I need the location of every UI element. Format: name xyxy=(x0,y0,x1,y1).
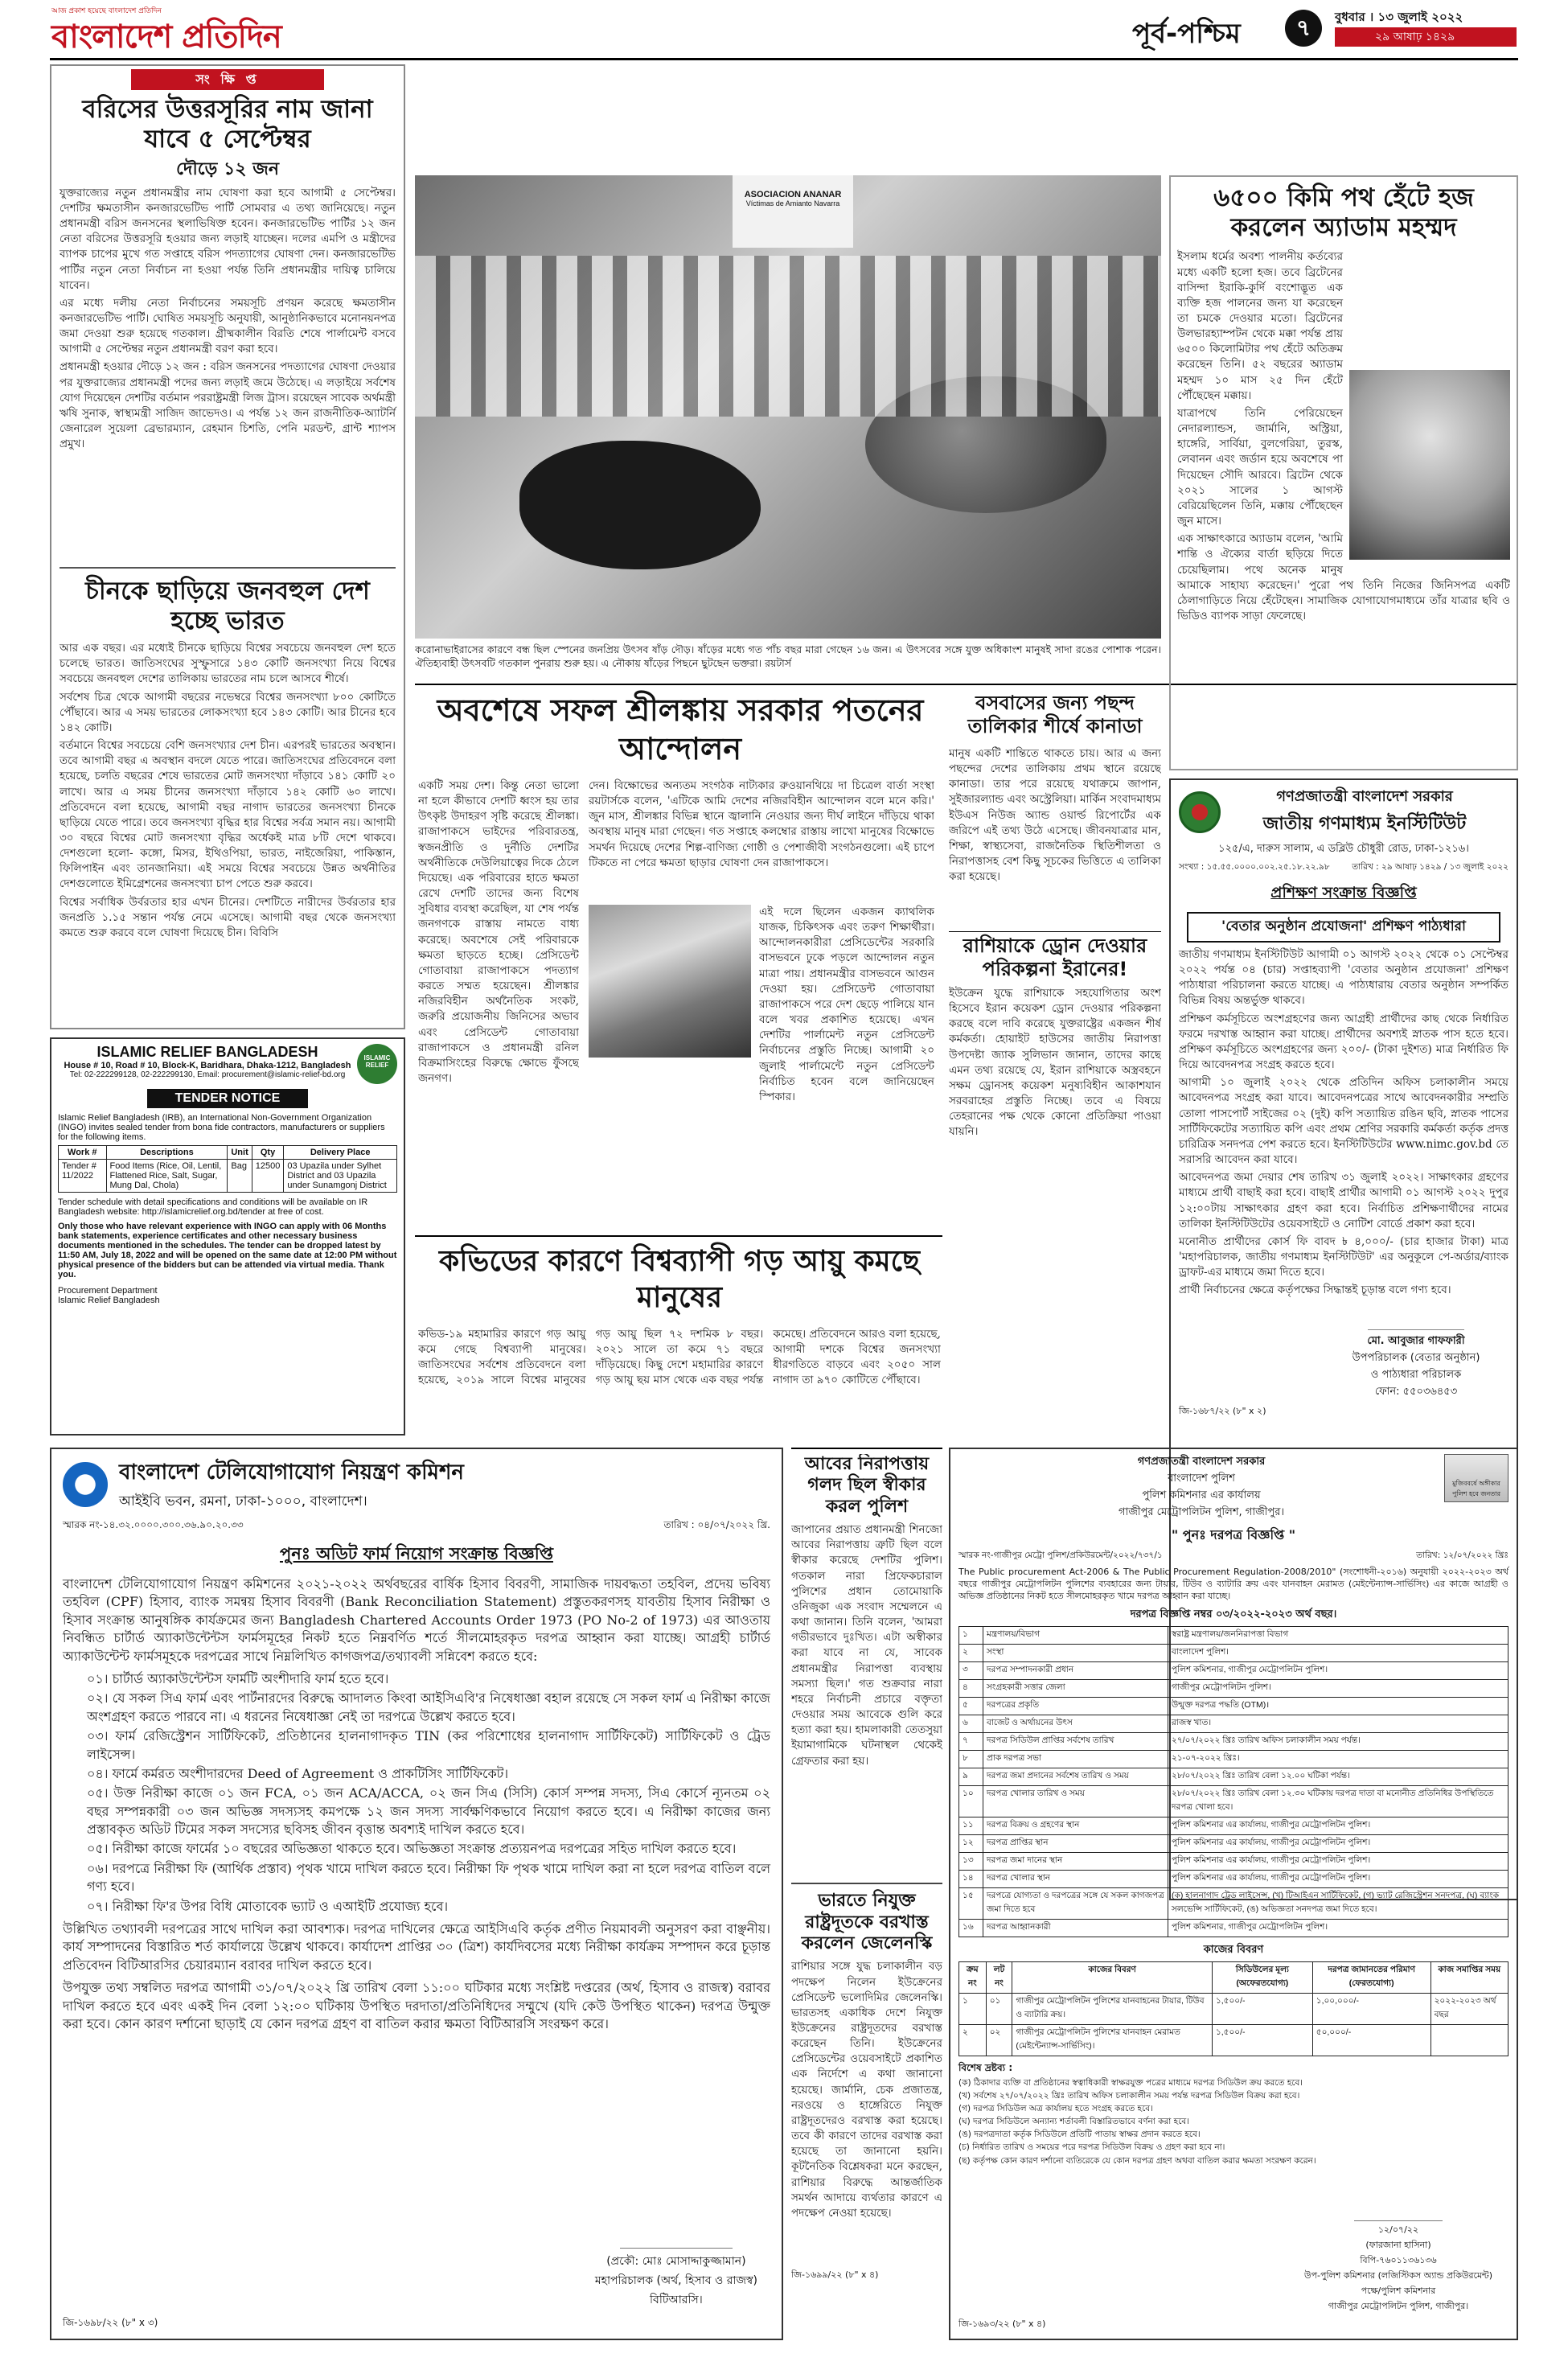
bull-run-caption: করোনাভাইরাসের কারণে বন্ধ ছিল স্পেনের জনপ্রিয় উৎসব ষাঁড় দৌড়। ষাঁড়ের মধ্যে গত পাঁচ বছর মারা গেছেন ১৬ জন। এ উৎসবের সঙ্গে যুক্ত অধিকাংশ মানুষই সাদা রঙের পোশাক পরেন। ঐতিহ্যবাহী উৎসবটি গতকাল পুনরায় শুরু হয়। এ নৌকায় ষাঁড়ের পিছনে ছুটছেন ভক্তরা। রয়টার্স xyxy=(415,643,1161,669)
cell-qty: 12500 xyxy=(252,1160,284,1193)
masthead xyxy=(0,0,1568,60)
bull-run-photo xyxy=(415,175,1161,639)
table-cell: দরপত্র জমা প্রদানের সর্বশেষ তারিখ ও সময় xyxy=(983,1768,1168,1785)
table-cell: ৮ xyxy=(959,1750,983,1768)
table-cell: ২০২২-২০২৩ অর্থ বছর xyxy=(1430,1993,1508,2024)
table-cell: দরপত্র আহ্বানকারী xyxy=(983,1919,1168,1937)
signature-scribble-icon xyxy=(1368,1309,1464,1330)
nimc-signature xyxy=(1324,1309,1508,1401)
wth-1: ক্রম নং xyxy=(959,1961,987,1993)
gmp-sign-title: উপ-পুলিশ কমিশনার (লজিস্টিকস অ্যান্ড প্রকিউরমেন্ট) xyxy=(1304,2270,1492,2281)
gmp-sign-org: পক্ষে/পুলিশ কমিশনার xyxy=(1361,2286,1436,2296)
table-cell: ১,৫০০/- xyxy=(1212,1993,1312,2024)
table-cell: ১,০০,০০০/- xyxy=(1312,1993,1430,2024)
btrc-code: জি-১৬৯৮/২২ (৮" x ৩) xyxy=(63,2317,158,2328)
nimc-sign-name: মো. আবুজার গাফফারী xyxy=(1367,1335,1465,1348)
btrc-logo-icon xyxy=(63,1462,108,1507)
btrc-org: বাংলাদেশ টেলিযোগাযোগ নিয়ন্ত্রণ কমিশন xyxy=(119,1460,464,1485)
nimc-sign-extra: ও পাঠ্যধারা পরিচালক xyxy=(1370,1369,1462,1382)
table-cell: দরপত্রের প্রকৃতি xyxy=(983,1697,1168,1715)
list-item: ০৫। উক্ত নিরীক্ষা কাজে ০১ জন FCA, ০১ জন ACA/ACCA, ০২ জন সিএ (সিসি) কোর্স সম্পন্ন সদস্য, সিএ কোর্সে ন্যূনতম ০২ বছর সম্পন্নকারী ০৩ জন অভিজ্ঞ সদস্যসহ কমপক্ষে ১২ জন সদস্য সার্বক্ষণিকভাবে নিয়োগ করতে হবে। এ নিরীক্ষা কাজের জন্য প্রস্তাবকৃত অডিট টিমের সকল সদস্যের ছবিসহ জীবন বৃত্তান্ত অবশ্যই দাখিল করতে হবে। xyxy=(87,1785,770,1838)
table-cell: ৪ xyxy=(959,1679,983,1697)
table-cell: দরপত্র সম্পাদনকারী প্রধান xyxy=(983,1661,1168,1679)
th-unit: Unit xyxy=(228,1146,252,1160)
nimc-sign-title: উপপরিচালক (বেতার অনুষ্ঠান) xyxy=(1352,1352,1480,1365)
list-item: (ছ) কর্তৃপক্ষ কোন কারণ দর্শানো ব্যতিরেকে যে কোন দরপত্র গ্রহণ অথবা বাতিল করার ক্ষমতা সংরক্ষণ করেন। xyxy=(958,2155,1316,2166)
table-cell: বাজেট ও অর্থায়নের উৎস xyxy=(983,1715,1168,1732)
ir-logo-text: ISLAMIC RELIEF xyxy=(363,1054,391,1069)
gmp-date: তারিখ: ১২/০৭/২০২২ খ্রিঃ xyxy=(1416,1550,1508,1560)
borish-para-3: প্রধানমন্ত্রী হওয়ার দৌড়ে ১২ জন : বরিস জনসনের পদত্যাগের ঘোষণা দেওয়ার পর যুক্তরাজ্যের প্রধানমন্ত্রী পদের জন্য লড়াই জমে উঠেছে। এ লড়াইয়ে সর্বশেষ যোগ দিয়েছেন দেশটির বর্তমান পররাষ্ট্রমন্ত্রী লিজ ট্রাস। রয়েছেন সাবেক অর্থমন্ত্রী ঋষি সুনাক, স্বাস্থ্যমন্ত্রী সাজিদ জাভেদও। এ পর্যন্ত ১২ জন রাজনীতিক-অ্যাটর্নি জেনারেল সুয়েলা ব্রেভারম্যান, রেহমান চিশতি, পেনি মরডন্ট, গ্রান্ট শ্যাপস প্রমুখ। xyxy=(60,360,396,451)
table-cell: ৩ xyxy=(959,1661,983,1679)
table-cell: ২১-০৭-২০২২ খ্রিঃ। xyxy=(1168,1750,1508,1768)
list-item: (চ) নির্ধারিত তারিখ ও সময়ের পরে দরপত্র সিডিউল বিক্রয় ও গ্রহণ করা হবে না। xyxy=(958,2142,1225,2153)
india-para-2: সর্বশেষ চিত্র থেকে আগামী বছরের নভেম্বরে বিশ্বের জনসংখ্যা ৮০০ কোটিতে পৌঁছাবে। আর এ সময় ভারতের লোকসংখ্যা হবে ১৪৩ কোটি। আর চীনের হবে ১৪২ কোটি। xyxy=(60,690,396,734)
gmp-sign-id: বিপি-৭৬০১১৩৬১৩৬ xyxy=(1360,2255,1437,2265)
ir-tender-table xyxy=(58,1145,397,1193)
ir-intro: Islamic Relief Bangladesh (IRB), an International Non-Government Organization (INGO) invites sealed tender from bona fide contractors, manufacturers or suppliers for the following items. xyxy=(58,1113,385,1142)
nimc-para-6: প্রার্থী নির্বাচনের ক্ষেত্রে কর্তৃপক্ষের সিদ্ধান্তই চূড়ান্ত বলে গণ্য হবে। xyxy=(1179,1284,1451,1297)
crowd-shape xyxy=(415,256,1161,417)
india-para-4: বিশ্বের সর্বাধিক উর্বরতার হার এখন চীনের। দেশটিতে নারীদের উর্বরতার হার জনপ্রতি ১.১৫ সন্তান পর্যন্ত নেমে এসেছে। আগামী বছর থেকে জনসংখ্যা কমতে শুরু করবে বলে ঘোষণা দিয়েছে চীন। বিবিসি xyxy=(60,895,396,939)
nimc-phone: ফোন: ৫৫০৩৬৪৫৩ xyxy=(1374,1386,1458,1399)
ir-notice-title: TENDER NOTICE xyxy=(147,1089,308,1108)
list-item: ০২। যে সকল সিএ ফার্ম এবং পার্টনারদের বিরুদ্ধে আদালত কিংবা আইসিএবি'র নিষেধাজ্ঞা বহাল রয়েছে সে সকল ফার্ম এ নিরীক্ষা কাজে অংশগ্রহণ করতে পারবে না। এ ধরনের নিষেধাজ্ঞা নেই তা দরপত্রে উল্লেখ করতে হবে। xyxy=(87,1690,770,1724)
btrc-sign-title: মহাপরিচালক (অর্থ, হিসাব ও রাজস্ব) xyxy=(594,2274,757,2287)
table-cell: ১২ xyxy=(959,1834,983,1852)
nimc-course: 'বেতার অনুষ্ঠান প্রযোজনা' প্রশিক্ষণ পাঠ্যধারা xyxy=(1187,912,1500,943)
hajj-para-2: যাত্রাপথে তিনি পেরিয়েছেন নেদারল্যান্ডস, জার্মানি, অস্ট্রিয়া, হাঙ্গেরি, সার্বিয়া, বুলগেরিয়া, তুরস্ক, লেবানন এবং জর্ডান হয়ে অবশেষে পা দিয়েছেন সৌদি আরবে। ব্রিটেন থেকে ২০২১ সালের ১ আগস্ট বেরিয়েছিলেন তিনি, মক্কায় পৌঁছেছেন জুন মাসে। xyxy=(1177,406,1343,528)
table-cell: দরপত্র জমা দানের স্থান xyxy=(983,1852,1168,1870)
ir-sign-2: Islamic Relief Bangladesh xyxy=(58,1296,160,1305)
photo-sign xyxy=(733,175,853,248)
table-row xyxy=(959,1644,1508,1661)
btrc-requirements xyxy=(63,1670,770,1916)
nimc-para-4: আবেদনপত্র জমা দেয়ার শেষ তারিখ ৩১ জুলাই ২০২২। সাক্ষাৎকার গ্রহণের মাধ্যমে প্রার্থী বাছাই করা হবে। বাছাই প্রার্থীর আগামী ০১ আগস্ট ২০২২ দুপুর ১২:০০টায় সাক্ষাৎকার গ্রহণ করা হবে। নির্বাচিত প্রশিক্ষণার্থীদের নামের তালিকা ইনস্টিটিউটের ওয়েবসাইটে ও নোটিশ বোর্ডে প্রকাশ করা হবে। xyxy=(1179,1171,1508,1230)
divider xyxy=(949,931,1161,932)
section-name: পূর্ব-পশ্চিম xyxy=(1132,18,1241,50)
table-cell: দরপত্র প্রাপ্তির স্থান xyxy=(983,1834,1168,1852)
divider xyxy=(791,1883,942,1884)
gmp-ref: স্মারক নং-গাজীপুর মেট্রো পুলিশ/প্রকিউরমেন্ট/২০২২/৭৩৭/১ xyxy=(958,1550,1163,1560)
nimc-org1: গণপ্রজাতন্ত্রী বাংলাদেশ সরকার xyxy=(1276,788,1453,805)
hajj-body xyxy=(1177,249,1510,764)
borish-subhead: দৌড়ে ১২ জন xyxy=(175,159,280,180)
table-cell: দরপত্র সিডিউল প্রাপ্তির সর্বশেষ তারিখ xyxy=(983,1732,1168,1750)
ir-schedule-text: Tender schedule with detail specifications and conditions will be available on IR Bangladesh website: http://islamicrelief.org.bd/tender at free of cost. xyxy=(58,1197,368,1217)
nimc-title: প্রশিক্ষণ সংক্রান্ত বিজ্ঞপ্তি xyxy=(1270,884,1417,902)
ir-eligibility-text: Only those who have relevant experience with INGO can apply with 06 Months bank statements, experience certificates and other necessary business documents mentioned in the schedules. The tender can be dropped latest by 11:50 AM, July 18, 2022 and will be opened on the same date at 12:00 PM without physical presence of the bidders but can be attended via virtual media. Thank you. xyxy=(58,1222,397,1279)
gmp-sign-date: ১২/০৭/২২ xyxy=(1377,2224,1419,2235)
table-row xyxy=(959,1870,1508,1887)
table-row xyxy=(959,1679,1508,1697)
th-work: Work # xyxy=(59,1146,107,1160)
table-cell: (ক) হালনাগাদ ট্রেড লাইসেন্স, (খ) টিআইএন সার্টিফিকেট, (গ) ভ্যাট রেজিস্ট্রেশন সনদপত্র, (ঘ) ব্যাংক সলভেন্সি সার্টিফিকেট, (ঙ) অভিজ্ঞতা সনদপত্র জমা দিতে হবে। xyxy=(1168,1887,1508,1919)
table-cell: ১০ xyxy=(959,1785,983,1817)
list-item: (ক) ঠিকাদার ব্যক্তি বা প্রতিষ্ঠানের স্বত্বাধিকারী স্বাক্ষরযুক্ত পত্রের মাধ্যমে দরপত্র সিডিউল ক্রয় করতে হবে। xyxy=(958,2077,1303,2088)
masthead-rule xyxy=(50,58,1518,60)
date-line-lunar: ২৯ আষাঢ় ১৪২৯ xyxy=(1335,27,1517,47)
date-line: বুধবার । ১৩ জুলাই ২০২২ xyxy=(1335,10,1463,24)
zelensky-headline: ভারতে নিযুক্ত রাষ্ট্রদূতকে বরখাস্ত করলেন জেলেনস্কি xyxy=(801,1891,933,1953)
islamic-relief-logo xyxy=(357,1044,397,1084)
gmp-org2: বাংলাদেশ পুলিশ xyxy=(1168,1472,1235,1485)
mid-lower-column xyxy=(791,1454,942,2339)
abe-security-body: জাপানের প্রয়াত প্রধানমন্ত্রী শিনজো আবের নিরাপত্তায় ত্রুটি ছিল বলে স্বীকার করেছে দেশটির পুলিশ। গতকাল নারা প্রিফেকচারাল পুলিশের প্রধান তোমোয়াকি ওনিজুকা এক সংবাদ সম্মেলনে এ কথা জানান। তিনি বলেন, 'আমরা গভীরভাবে দুঃখিত। এটা অস্বীকার করা যাবে না যে, সাবেক প্রধানমন্ত্রীর নিরাপত্তা ব্যবস্থায় সমস্যা ছিল।' গত শুক্রবার নারা শহরে নির্বাচনী প্রচারে বক্তৃতা দেওয়ার সময় আবেকে গুলি করে হত্যা করা হয়। হামলাকারী তেতসুয়া ইয়ামাগামিকে ঘটনাস্থল থেকেই গ্রেফতার করা হয়। xyxy=(791,1523,942,1768)
srilanka-headline: অবশেষে সফল শ্রীলঙ্কায় সরকার পতনের আন্দোলন xyxy=(437,692,924,766)
list-item: ০১। চার্টার্ড অ্যাকাউন্টেন্টস ফার্মটি অংশীদারি ফার্ম হতে হবে। xyxy=(87,1670,389,1686)
btrc-sign-org: বিটিআরসি। xyxy=(650,2294,703,2306)
table-cell: সংস্থা xyxy=(983,1644,1168,1661)
table-row xyxy=(959,1852,1508,1870)
table-cell: ১৬ xyxy=(959,1919,983,1937)
table-cell: ৫০,০০০/- xyxy=(1312,2024,1430,2056)
gmp-info-table xyxy=(958,1626,1508,1937)
table-row xyxy=(959,1732,1508,1750)
india-headline: চীনকে ছাড়িয়ে জনবহুল দেশ হচ্ছে ভারত xyxy=(85,576,370,635)
table-cell: ৫ xyxy=(959,1697,983,1715)
photo-sign-text: ASOCIACION ANANAR xyxy=(744,190,842,199)
srilanka-col3: এই দলে ছিলেন একজন ক্যাথলিক যাজক, চিকিৎসক এবং তরুণ শিক্ষার্থীরা। আন্দোলনকারীরা প্রেসিডেন্টের সরকারি বাসভবনে ঢুকে পড়লে আন্দোলন নতুন মাত্রা পায়। প্রধানমন্ত্রীর বাসভবনে আগুন দেওয়া হয়। প্রেসিডেন্ট গোতাবায়া রাজাপাকসে পরে দেশ ছেড়ে পালিয়ে যান বলে খবর প্রকাশিত হয়েছে। এখন দেশটির পার্লামেন্ট নতুন প্রেসিডেন্ট নির্বাচনের প্রস্তুতি নিচ্ছে। আগামী ২০ জুলাই পার্লামেন্টে নতুন প্রেসিডেন্ট নির্বাচিত হবেন বলে জানিয়েছেন স্পিকার। xyxy=(759,906,934,1103)
list-item: ০৩। ফার্ম রেজিস্ট্রেশন সার্টিফিকেট, প্রতিষ্ঠানের হালনাগাদকৃত TIN (কর পরিশোধের হালনাগাদ সার্টিফিকেট) সার্টিফিকেট ও ট্রেড লাইসেন্স। xyxy=(87,1728,770,1762)
sankhipto-label: সং ক্ষি প্ত xyxy=(131,69,324,90)
srilanka-protest-photo xyxy=(589,905,751,1058)
list-item: (ঙ) দরপত্রদাতা কর্তৃক সিডিউলে প্রতিটি পাতায় স্বাক্ষর প্রদান করতে হবে। xyxy=(958,2130,1201,2140)
srilanka-col2b xyxy=(589,1063,751,1229)
borish-para-1: যুক্তরাজ্যের নতুন প্রধানমন্ত্রীর নাম ঘোষণা করা হবে আগামী ৫ সেপ্টেম্বর। দেশটির ক্ষমতাসীন কনজারভেটিভ পার্টি সোমবার এ তথ্য জানিয়েছে। নতুন প্রধানমন্ত্রী বরিস জনসনের স্থলাভিষিক্ত হবেন। কনজারভেটিভ পার্টির ১২ জন নেতা বরিসের উত্তরসূরি হওয়ার জন্য লড়াই যাচ্ছেন। দলের এমপি ও মন্ত্রীদের ব্যাপক চাপের মুখে গত সপ্তাহে বরিস পদত্যাগের ঘোষণা দেন। কনজারভেটিভ পার্টির নতুন নেতা নির্বাচন না হওয়া পর্যন্ত তিনি প্রধানমন্ত্রীর দায়িত্ব চালিয়ে যাবেন। xyxy=(60,186,396,292)
gmp-sign-name: (ফারজানা হাসিনা) xyxy=(1365,2240,1431,2250)
th-desc: Descriptions xyxy=(106,1146,228,1160)
masthead-tagline: আজ প্রকাশ হয়েছে বাংলাদেশ প্রতিদিন xyxy=(51,7,162,15)
table-cell: ১ xyxy=(959,1626,983,1644)
table-cell: দরপত্র বিক্রয় ও গ্রহণের স্থান xyxy=(983,1817,1168,1834)
newspaper-logo[interactable]: বাংলাদেশ প্রতিদিন xyxy=(51,18,281,55)
table-cell: গাজীপুর মেট্রোপলিটন পুলিশের যানবাহন মেরামত (মেইন্টেন্যান্স-সার্ভিসিং)। xyxy=(1012,2024,1213,2056)
table-cell: ২৮/০৭/২০২২ খ্রিঃ তারিখ বেলা ১২.৩০ ঘটিকায় দরপত্র দাতা বা মনোনীত প্রতিনিধির উপস্থিতিতে দরপত্র খোলা হবে। xyxy=(1168,1785,1508,1817)
gmp-title: " পুনঃ দরপত্র বিজ্ঞপ্তি " xyxy=(1171,1527,1296,1542)
wth-4: সিডিউলের মূল্য (অফেরতযোগ্য) xyxy=(1212,1961,1312,1993)
cell-desc: Food Items (Rice, Oil, Lentil, Flattened Rice, Salt, Sugar, Mung Dal, Chola) xyxy=(106,1160,228,1193)
india-body xyxy=(51,641,404,1029)
table-cell: ৯ xyxy=(959,1768,983,1785)
table-cell: গাজীপুর মেট্রোপলিটন পুলিশ। xyxy=(1168,1679,1508,1697)
gmp-tender-box xyxy=(949,1448,1518,2340)
gmp-org1: গণপ্রজাতন্ত্রী বাংলাদেশ সরকার xyxy=(1137,1456,1266,1468)
russia-headline: রাশিয়াকে ড্রোন দেওয়ার পরিকল্পনা ইরানের! xyxy=(963,934,1147,980)
btrc-address: আইইবি ভবন, রমনা, ঢাকা-১০০০, বাংলাদেশ। xyxy=(119,1493,367,1509)
table-row xyxy=(959,1785,1508,1817)
zelensky-body: রাশিয়ার সঙ্গে যুদ্ধ চলাকালীন বড় পদক্ষেপ নিলেন ইউক্রেনের প্রেসিডেন্ট ভলোদিমির জেলেনস্কি। ভারতসহ একাধিক দেশে নিযুক্ত ইউক্রেনের রাষ্ট্রদূতদের বরখাস্ত করেছেন তিনি। ইউক্রেনের প্রেসিডেন্টের ওয়েবসাইটে প্রকাশিত এক নির্দেশে এ কথা জানানো হয়েছে। জার্মানি, চেক প্রজাতন্ত্র, নরওয়ে ও হাঙ্গেরিতে নিযুক্ত রাষ্ট্রদূতদেরও বরখাস্ত করা হয়েছে। তবে কী কারণে তাদের বরখাস্ত করা হয়েছে তা জানানো হয়নি। কূটনৈতিক বিশ্লেষকরা মনে করছেন, রাশিয়ার বিরুদ্ধে আন্তর্জাতিক সমর্থন আদায়ে ব্যর্থতার কারণে এ পদক্ষেপ নেওয়া হয়েছে। xyxy=(791,1960,942,2220)
india-para-3: বর্তমানে বিশ্বের সবচেয়ে বেশি জনসংখ্যার দেশ চীন। এরপরই ভারতের অবস্থান। তবে আগামী বছর এ অবস্থান বদলে যেতে পারে। জাতিসংঘের প্রতিবেদনে বলা হয়েছে, চলতি বছরের শেষে ভারতের মোট জনসংখ্যা দাঁড়াবে ১৪১ কোটি ২০ লাখে। আর এ সময় চীনের জনসংখ্যা দাঁড়াবে ১৪২ কোটি ৬০ লাখে। প্রতিবেদনে বলা হয়েছে, আগামী বছর নাগাদ ভারতের জনসংখ্যা চীনকে ছাড়িয়ে যেতে পারে। তবে জনসংখ্যা বৃদ্ধির হার বিশ্বের সর্বত্র সমান নয়। আগামী ৩০ বছরে বিশ্বের মোট জনসংখ্যা বৃদ্ধির অর্ধেকই মাত্র ৮টি দেশে থাকবে। দেশগুলো হলো- কঙ্গো, মিসর, ইথিওপিয়া, ভারত, নাইজেরিয়া, পাকিস্তান, ফিলিপাইন এবং তানজানিয়া। এই সময়ে বিশ্বের সবচেয়ে উন্নত অর্থনীতির দেশগুলোতে ইমিগ্রেশনের জনসংখ্যা চাপ পেতে শুরু করবে। xyxy=(60,739,396,891)
table-cell: ১৪ xyxy=(959,1870,983,1887)
islamic-relief-tender xyxy=(50,1037,405,1435)
gmp-code: জি-১৬৯৩/২২ (৮" x ৪) xyxy=(958,2319,1046,2329)
table-cell: ২ xyxy=(959,2024,987,2056)
table-cell: ১৩ xyxy=(959,1852,983,1870)
list-item: (খ) সর্বশেষ ২৭/০৭/২০২২ খ্রিঃ তারিখ অফিস চলাকালীন সময় পর্যন্ত দরপত্র সিডিউল বিক্রয় করা হবে। xyxy=(958,2090,1300,2101)
table-row xyxy=(59,1160,397,1193)
table-cell: ১১ xyxy=(959,1817,983,1834)
table-cell: ২৭/০৭/২০২২ খ্রিঃ তারিখ অফিস চলাকালীন সময় পর্যন্ত। xyxy=(1168,1732,1508,1750)
table-cell: রাজস্ব খাত। xyxy=(1168,1715,1508,1732)
bull-shape-1 xyxy=(519,441,761,569)
table-cell: গাজীপুর মেট্রোপলিটন পুলিশের যানবাহনের টায়ার, টিউব ও ব্যাটারি ক্রয়। xyxy=(1012,1993,1213,2024)
gmp-intro: The Public procurement Act-2006 & The Public Procurement Regulation-2008/2010" (সংশোধনী-২০১৬) অনুযায়ী ২০২২-২০২৩ অর্থ বছরে গাজীপুর মেট্রোপলিটন পুলিশের ব্যবহারের জন্য টায়ার, টিউব ও ব্যাটারি ক্রয় এবং যানবাহন মেরামত (মেইন্টেন্যান্স-সার্ভিসিং) এর কাজে আগ্রহী ও অভিজ্ঞ প্রতিষ্ঠানের নিকট হতে সীলমোহরকৃত খামে দরপত্র আহ্বান করা যাচ্ছে। xyxy=(958,1567,1508,1601)
wth-2: লট নং xyxy=(986,1961,1012,1993)
table-cell: পুলিশ কমিশনার এর কার্যালয়, গাজীপুর মেট্রোপলিটন পুলিশ। xyxy=(1168,1817,1508,1834)
adam-mohammed-photo xyxy=(1349,370,1510,560)
table-cell: স্বরাষ্ট্র মন্ত্রণালয়/জননিরাপত্তা বিভাগ xyxy=(1168,1626,1508,1644)
hajj-section xyxy=(1169,175,1518,770)
canada-body: মানুষ একটি শান্তিতে থাকতে চায়। আর এ জন্য পছন্দের দেশের তালিকায় প্রথম স্থানে রয়েছে কানাডা। তার পরে রয়েছে যথাক্রমে জাপান, সুইজারল্যান্ড এবং অস্ট্রেলিয়া। মার্কিন সংবাদমাধ্যম ইউএস নিউজ অ্যান্ড ওয়ার্ল্ড রিপোর্টের এক জরিপে এই তথ্য উঠে এসেছে। জীবনযাত্রার মান, শিক্ষা, স্বাস্থ্যসেবা, রাজনৈতিক স্থিতিশীলতা ও নিরাপত্তাসহ বেশ কিছু সূচকের ভিত্তিতে এ তালিকা করা হয়েছে। xyxy=(949,747,1161,884)
list-item: ০৬। দরপত্রে নিরীক্ষা ফি (আর্থিক প্রস্তাব) পৃথক খামে দাখিল করতে হবে। নিরীক্ষা ফি পৃথক খামে দাখিল করা না হলে দরপত্র বাতিল বলে গণ্য হবে। xyxy=(87,1860,770,1895)
btrc-para-2: উল্লিখিত তথ্যাবলী দরপত্রের সাথে দাখিল করা আবশ্যক। দরপত্র দাখিলের ক্ষেত্রে আইসিএবি কর্তৃক প্রণীত নিয়মাবলী অনুসরণ করা বাঞ্ছনীয়। কার্য সম্পাদনের বিস্তারিত শর্ত কার্যালয়ে উল্লেখ থাকবে। কার্যাদেশ প্রাপ্তির ৩০ (ত্রিশ) কার্যদিবসের মধ্যে নিরীক্ষা কার্যক্রম সম্পাদন করে চূড়ান্ত প্রতিবেদন বিটিআরসির চেয়ারম্যান বরাবর দাখিল করতে হবে। xyxy=(63,1921,770,1973)
wth-6: কাজ সমাপ্তির সময় xyxy=(1430,1961,1508,1993)
covid-headline: কভিডের কারণে বিশ্বব্যাপী গড় আয়ু কমছে মানুষের xyxy=(439,1245,920,1314)
divider xyxy=(415,1235,942,1237)
nimc-para-5: মনোনীত প্রার্থীদের কোর্স ফি বাবদ ৳ ৪,০০০/- (চার হাজার টাকা) মাত্র 'মহাপরিচালক, জাতীয় গণমাধ্যম ইনস্টিটিউট' এর অনুকূলে পে-অর্ডার/ব্যাংক ড্রাফট-এর মাধ্যমে জমা দিতে হবে। xyxy=(1179,1234,1508,1279)
nimc-org2: জাতীয় গণমাধ্যম ইনস্টিটিউট xyxy=(1262,814,1467,834)
list-item: ০৫। নিরীক্ষা কাজে ফার্মের ১০ বছরের অভিজ্ঞতা থাকতে হবে। অভিজ্ঞতা সংক্রান্ত প্রত্যয়নপত্র দরপত্রের সহিত দাখিল করতে হবে। xyxy=(87,1841,737,1857)
btrc-ref: স্মারক নং-১৪.৩২.০০০০.৩০০.৩৬.৯০.২০.৩৩ xyxy=(63,1519,244,1530)
russia-body: ইউক্রেন যুদ্ধে রাশিয়াকে সহযোগিতার অংশ হিসেবে ইরান কয়েকশ ড্রোন দেওয়ার পরিকল্পনা করছে বলে দাবি করেছে যুক্তরাষ্ট্রের একজন শীর্ষ কর্মকর্তা। হোয়াইট হাউসের জাতীয় নিরাপত্তা উপদেষ্টা জ্যাক সুলিভান জানান, তাদের কাছে এমন তথ্য রয়েছে যে, ইরান রাশিয়াকে অস্ত্রবহনে সক্ষম ড্রোনসহ কয়েকশ মনুষ্যবিহীন আকাশযান সরবরাহের প্রস্তুতি নিচ্ছে। তবে এ বিষয়ে তেহরানের পক্ষ থেকে কোনো প্রতিক্রিয়া পাওয়া যায়নি। xyxy=(949,987,1161,1139)
list-item: ০৭। নিরীক্ষা ফি'র উপর বিধি মোতাবেক ভ্যাট ও এআইটি প্রযোজ্য হবে। xyxy=(87,1898,449,1914)
india-para-1: আর এক বছর। এর মধ্যেই চীনকে ছাড়িয়ে বিশ্বের সবচেয়ে জনবহুল দেশ হতে চলেছে ভারত। জাতিসংঘের সুস্ফুসারে ১৪৩ কোটি জনসংখ্যা নিয়ে বিশ্বের সবচেয়ে জনবহুল দেশের তালিকায় ভারতের নাম চলে আসবে শীর্ষে। xyxy=(60,642,396,686)
wth-5: দরপত্র জামানতের পরিমাণ (ফেরতযোগ্য) xyxy=(1312,1961,1430,1993)
table-cell: বাংলাদেশ পুলিশ। xyxy=(1168,1644,1508,1661)
borish-body xyxy=(51,186,404,562)
table-row xyxy=(959,1768,1508,1785)
list-item: ০৪। ফার্মে কর্মরত অংশীদারদের Deed of Agreement ও প্রাকটিসিং সার্টিফিকেট। xyxy=(87,1765,509,1781)
signature-scribble-icon xyxy=(620,2224,733,2249)
table-cell: দরপত্র খোলার তারিখ ও সময় xyxy=(983,1785,1168,1817)
table-row xyxy=(959,1993,1508,2024)
borish-headline: বরিসের উত্তরসূরির নাম জানা যাবে ৫ সেপ্টেম্বর xyxy=(82,95,373,154)
btrc-sign-name: (প্রকৌ: মোঃ মোসাদ্দাকুজ্জামান) xyxy=(606,2255,746,2268)
table-cell: মন্ত্রণালয়/বিভাগ xyxy=(983,1626,1168,1644)
table-cell: ০১ xyxy=(986,1993,1012,2024)
nimc-code: জি-১৬৮৭/২২ (৮" x ২) xyxy=(1179,1406,1266,1417)
wth-3: কাজের বিবরণ xyxy=(1012,1961,1213,1993)
table-row xyxy=(959,1697,1508,1715)
gmp-work-heading: কাজের বিবরণ xyxy=(1203,1943,1264,1956)
table-row xyxy=(959,1626,1508,1644)
gmp-org3: পুলিশ কমিশনার এর কার্যালয় xyxy=(1142,1489,1261,1501)
table-row xyxy=(959,2024,1508,2056)
th-delivery: Delivery Place xyxy=(284,1146,397,1160)
table-cell: দরপত্র খোলার স্থান xyxy=(983,1870,1168,1887)
ir-org: ISLAMIC RELIEF BANGLADESH xyxy=(96,1044,318,1060)
hajj-headline: ৬৫০০ কিমি পথ হেঁটে হজ করলেন অ্যাডাম মহম্মদ xyxy=(1213,183,1474,243)
table-cell xyxy=(1430,2024,1508,2056)
signature-scribble-icon xyxy=(1354,2202,1443,2221)
sankhipto-section xyxy=(50,64,405,1029)
table-cell: ২ xyxy=(959,1644,983,1661)
mujib-borsho-badge xyxy=(1444,1454,1508,1502)
table-cell: ১৫ xyxy=(959,1887,983,1919)
zelensky-code: জি-১৬৯৯/২২ (৮" x ৪) xyxy=(791,2269,879,2281)
gmp-org4: গাজীপুর মেট্রোপলিটন পুলিশ, গাজীপুর। xyxy=(1118,1506,1285,1518)
srilanka-col2: দেন। বিক্ষোভের অন্যতম সংগঠক নাট্যকার রুওয়ানথিয়ে দা চিত্রেল বার্তা সংস্থা রয়টার্সকে বলেন, 'এটিকে আমি দেশের নজিরবিহীন আন্দোলন বলে মনে করি।' জুন মাস, শ্রীলঙ্কার বিভিন্ন স্থানে জ্বালানি নেওয়ার জন্য দীর্ঘ লাইনে দাঁড়িয়ে থাকা অবস্থায় মানুষ মারা গেছেন। গত সপ্তাহে কলম্বোর রাস্তায় লাখো মানুষের বিক্ষোভে সমর্থন দিয়েছে দেশের শিল্প-বাণিজ্য গোষ্ঠী ও পেশাজীবী সংগঠনগুলো। এই চাপে টিকতে না পেরে ক্ষমতা ছাড়ার ঘোষণা দেন রাজাপাকসে। xyxy=(589,779,934,869)
cell-delivery: 03 Upazila under Sylhet District and 03 Upazila under Sunamgonj District xyxy=(284,1160,397,1193)
srilanka-col1: একটি সময় দেশ। কিন্তু নেতা ভালো না হলে কীভাবে দেশটি ধ্বংস হয় তার উৎকৃষ্ট উদাহরণ সৃষ্টি করেছে শ্রীলঙ্কা। রাজাপাকসে ভাইদের পরিবারতন্ত্র, স্বজনপ্রীতি ও দুর্নীতি দেশটির অর্থনীতিকে দেউলিয়াত্বের দিকে ঠেলে দিয়েছে। এক পরিবারের হাতে ক্ষমতা রেখে দেশটি তাদের জন্য বিশেষ সুবিধার ব্যবস্থা করেছিল, যা শেষ পর্যন্ত জনগণকে রাস্তায় নামতে বাধ্য করেছে। অবশেষে সেই পরিবারকে ক্ষমতা ছাড়তে হচ্ছে। প্রেসিডেন্ট গোতাবায়া রাজাপাকসে পদত্যাগ করতে সম্মত হয়েছেন। শ্রীলঙ্কার নজিরবিহীন অর্থনৈতিক সংকট, জরুরি প্রয়োজনীয় জিনিসের অভাব এবং প্রেসিডেন্ট গোতাবায়া রাজাপাকসে ও প্রধানমন্ত্রী রনিল বিক্রমাসিংহের বিরুদ্ধে ক্ষোভে ফুঁসছে জনগণ। xyxy=(418,779,579,1085)
table-cell: পুলিশ কমিশনার এর কার্যালয়, গাজীপুর মেট্রোপলিটন পুলিশ। xyxy=(1168,1852,1508,1870)
table-cell: দরপত্রে যোগ্যতা ও দরপত্রের সঙ্গে যে সকল কাগজপত্র জমা দিতে হবে xyxy=(983,1887,1168,1919)
hajj-para-3: এক সাক্ষাৎকারে অ্যাডাম বলেন, 'আমি শান্তি ও ঐক্যের বার্তা ছড়িয়ে দিতে চেয়েছিলাম। পথে অনেক মানুষ আমাকে সাহায্য করেছেন।' পুরো পথ তিনি নিজের জিনিসপত্র একটি ঠেলাগাড়িতে নিয়ে হেঁটেছেন। সামাজিক যোগাযোগমাধ্যমে তাঁর যাত্রার ছবি ও ভিডিও ব্যাপক সাড়া ফেলেছে। xyxy=(1177,532,1510,622)
table-row xyxy=(959,1750,1508,1768)
btrc-date: তারিখ : ০৪/০৭/২০২২ খ্রি. xyxy=(663,1519,770,1530)
covid-body: কভিড-১৯ মহামারির কারণে গড় আয়ু কমে গেছে বিশ্বব্যাপী মানুষের। জাতিসংঘের সর্বশেষ প্রতিবেদনে বলা হয়েছে, ২০১৯ সালে বিশ্বের মানুষের গড় আয়ু ছিল ৭২ দশমিক ৮ বছর। ২০২১ সালে তা কমে ৭১ বছরে দাঁড়িয়েছে। কিছু দেশে মহামারির কারণে গড় আয়ু ছয় মাস থেকে এক বছর পর্যন্ত কমেছে। প্রতিবেদনে আরও বলা হয়েছে, আগামী দশকে বিশ্বের জনসংখ্যা ধীরগতিতে বাড়বে এবং ২০৫০ সাল নাগাদ তা ৯৭০ কোটিতে পৌঁছাবে। xyxy=(418,1328,941,1387)
th-qty: Qty xyxy=(252,1146,284,1160)
table-cell: ০২ xyxy=(986,2024,1012,2056)
table-row xyxy=(959,1834,1508,1852)
table-row xyxy=(959,1715,1508,1732)
list-item: (ঘ) দরপত্র সিডিউলে অন্যান্য শর্তাবলী বিস্তারিতভাবে বর্ণনা করা হবে। xyxy=(958,2117,1190,2127)
gov-seal-icon xyxy=(1179,791,1221,833)
page-number: ৭ xyxy=(1295,14,1311,41)
btrc-notice xyxy=(50,1448,783,2340)
table-cell: ৬ xyxy=(959,1715,983,1732)
list-item: (গ) দরপত্র সিডিউল অত্র কার্যালয় হতে সংগ্রহ করতে হবে। xyxy=(958,2103,1153,2113)
nimc-date: তারিখ : ২৯ আষাঢ় ১৪২৯ / ১৩ জুলাই ২০২২ xyxy=(1352,862,1508,872)
btrc-para-3: উপযুক্ত তথ্য সম্বলিত দরপত্র আগামী ৩১/০৭/২০২২ খ্রি তারিখ বেলা ১১:০০ ঘটিকার মধ্যে সংশ্লিষ্ট দপ্তরের (অর্থ, হিসাব ও রাজস্ব) বরাবর দাখিল করতে হবে এবং একই দিন বেলা ১২:০০ ঘটিকায় উপস্থিত দরদাতা/প্রতিনিধিদের সম্মুখে (যদি কেউ উপস্থিত থাকেন) দরপত্র উন্মুক্ত করা হবে। কোন কারণ দর্শানো ছাড়াই যে কোন দরপত্র গ্রহণ বা বাতিল করার ক্ষমতা বিটিআরসি সংরক্ষণ করে। xyxy=(63,1980,770,2031)
table-row xyxy=(959,1919,1508,1937)
table-cell: উন্মুক্ত দরপত্র পদ্ধতি (OTM)। xyxy=(1168,1697,1508,1715)
table-cell: ১,৫০০/- xyxy=(1212,2024,1312,2056)
table-cell: ৭ xyxy=(959,1732,983,1750)
nimc-body xyxy=(1179,947,1508,1298)
nimc-address: ১২৫/এ, দারুস সালাম, এ ডব্লিউ চৌধুরী রোড, ঢাকা-১২১৬। xyxy=(1218,843,1469,855)
divider xyxy=(60,567,396,569)
table-cell: পুলিশ কমিশনার এর কার্যালয়, গাজীপুর মেট্রোপলিটন পুলিশ। xyxy=(1168,1834,1508,1852)
ir-address: House # 10, Road # 10, Block-K, Baridhara, Dhaka-1212, Bangladesh xyxy=(64,1061,351,1070)
btrc-signature xyxy=(595,2224,757,2310)
gmp-heading: দরপত্র বিজ্ঞপ্তি নম্বর ০৩/২০২২-২০২৩ অর্থ বছর। xyxy=(1130,1608,1337,1620)
abe-security-headline: আবের নিরাপত্তায় গলদ ছিল স্বীকার করল পুলিশ xyxy=(804,1454,930,1517)
gmp-special-list xyxy=(958,2077,1508,2167)
badge-text: মুজিববর্ষে অঙ্গীকার পুলিশ হবে জনতার xyxy=(1451,1480,1501,1497)
gmp-sign-org2: গাজীপুর মেট্রোপলিটন পুলিশ, গাজীপুর। xyxy=(1328,2301,1469,2311)
table-row xyxy=(959,1661,1508,1679)
nimc-para-2: প্রশিক্ষণ কর্মসূচিতে অংশগ্রহণের জন্য আগ্রহী প্রার্থীদের কাছ থেকে নির্ধারিত ফরমে দরখাস্ত আহ্বান করা যাচ্ছে। প্রার্থীদের অবশ্যই স্নাতক পাস হতে হবে। প্রশিক্ষণ কর্মসূচিতে অংশগ্রহণের জন্য ২০০/- (টাকা দুইশত) মাত্র নির্ধারিত ফি দিয়ে আবেদনপত্র সংগ্রহ করতে হবে। xyxy=(1179,1012,1508,1072)
table-cell: সংগ্রহকারী সত্তার জেলা xyxy=(983,1679,1168,1697)
ir-sign-1: Procurement Department xyxy=(58,1286,158,1296)
divider xyxy=(791,1448,942,1449)
table-cell: পুলিশ কমিশনার, গাজীপুর মেট্রোপলিটন পুলিশ। xyxy=(1168,1919,1508,1937)
page-number-badge xyxy=(1285,10,1322,47)
canada-headline: বসবাসের জন্য পছন্দ তালিকার শীর্ষে কানাডা xyxy=(967,692,1143,737)
table-row xyxy=(959,1817,1508,1834)
table-cell: পুলিশ কমিশনার এর কার্যালয়, গাজীপুর মেট্রোপলিটন পুলিশ। xyxy=(1168,1870,1508,1887)
nimc-para-1: জাতীয় গণমাধ্যম ইনস্টিটিউট আগামী ০১ আগস্ট ২০২২ থেকে ০১ সেপ্টেম্বর ২০২২ পর্যন্ত ০৪ (চার) সপ্তাহব্যাপী 'বেতার অনুষ্ঠান প্রযোজনা' প্রশিক্ষণ পাঠ্যধারা পরিচালনা করতে যাচ্ছে। এ পাঠ্যধারায় বেতার অনুষ্ঠান সম্পর্কিত বিভিন্ন বিষয় অন্তর্ভুক্ত থাকবে। xyxy=(1179,948,1508,1008)
table-cell: প্রাক দরপত্র সভা xyxy=(983,1750,1168,1768)
gmp-special-heading: বিশেষ দ্রষ্টব্য : xyxy=(958,2061,1013,2073)
btrc-title: পুনঃ অডিট ফার্ম নিয়োগ সংক্রান্ত বিজ্ঞপ্তি xyxy=(279,1544,554,1563)
nimc-ref: সংখ্যা : ১৫.৫৫.০০০০.০০২.২৫.১৮.২২.৯৮ xyxy=(1179,862,1330,872)
table-cell: ১ xyxy=(959,1993,987,2024)
ir-contact: Tel: 02-222299128, 02-222299130, Email: procurement@islamic-relief-bd.org xyxy=(69,1070,346,1079)
gmp-signature xyxy=(1304,2202,1492,2314)
borish-para-2: এর মধ্যে দলীয় নেতা নির্বাচনের সময়সূচি প্রণয়ন করেছে ক্ষমতাসীন কনজারভেটিভ পার্টি। ঘোষিত সময়সূচি অনুযায়ী, আনুষ্ঠানিকভাবে মনোনয়নপত্র জমা দেওয়া শুরু হয়েছে গতকাল। গ্রীষ্মকালীন বিরতি শেষে পার্লামেন্ট বসবে আগামী ৫ সেপ্টেম্বর নতুন প্রধানমন্ত্রী বরণ করা হবে। xyxy=(60,296,396,356)
table-row xyxy=(959,1887,1508,1919)
nimc-para-3: আগামী ১০ জুলাই ২০২২ থেকে প্রতিদিন অফিস চলাকালীন সময়ে আবেদনপত্র সংগ্রহ করা যাবে। আবেদনপত্রের সাথে আবেদনকারীর সম্প্রতি তোলা পাসপোর্ট সাইজের ০২ (দুই) কপি সত্যায়িত রঙিন ছবি, স্নাতক পাসের সার্টিফিকেটের সত্যায়িত কপি এবং প্রথম শ্রেণির সরকারি কর্মকর্তা কর্তৃক প্রদত্ত চারিত্রিক সনদপত্র পেশ করতে হবে। ইনস্টিটিউটের www.nimc.gov.bd তে সরাসরি আবেদন করা যাবে। xyxy=(1179,1076,1508,1167)
gmp-work-table xyxy=(958,1961,1508,2056)
table-cell: ২৮/০৭/২০২২ খ্রিঃ তারিখ বেলা ১২.০০ ঘটিকা পর্যন্ত। xyxy=(1168,1768,1508,1785)
hajj-para-1: ইসলাম ধর্মের অবশ্য পালনীয় কর্তব্যের মধ্যে একটি হলো হজ। তবে ব্রিটেনের বাসিন্দা ইরাকি-কুর্দি বংশোদ্ভূত এক ব্যক্তি হজ পালনের জন্য যা করেছেন তা চমকে দেওয়ার মতো। ব্রিটেনের উলভারহ্যাম্পটন থেকে মক্কা পর্যন্ত প্রায় ৬৫০০ কিলোমিটার পথ হেঁটে অতিক্রম করেছেন তিনি। ৫২ বছরের অ্যাডাম মহম্মদ ১০ মাস ২৫ দিন হেঁটে পৌঁছেছেন মক্কায়। xyxy=(1177,250,1343,402)
cell-unit: Bag xyxy=(228,1160,252,1193)
cell-work: Tender # 11/2022 xyxy=(59,1160,107,1193)
btrc-intro: বাংলাদেশ টেলিযোগাযোগ নিয়ন্ত্রণ কমিশনের ২০২১-২০২২ অর্থবছরের বার্ষিক হিসাব বিবরণী, সামাজিক দায়বদ্ধতা তহবিল, প্রদেয় ভবিষ্য তহবিল (CPF) হিসাব, ব্যাংক সমন্বয় হিসাব বিবরণী (Bank Reconciliation Statement) প্রস্তুতকরণসহ যাবতীয় হিসাব নিরীক্ষা ও হিসাব সংক্রান্ত আনুষঙ্গিক কার্যক্রমের জন্য Bangladesh Chartered Accounts Order 1973 (PO No-2 of 1973) এর আওতায় নিবন্ধিত চার্টার্ড অ্যাকাউন্টেন্টস ফার্মসমূহের নিকট হতে নিম্নবর্ণিত শর্তে সীলমোহরকৃত দরপত্র আহ্বান করা যাচ্ছে। আগ্রহী চার্টার্ড অ্যাকাউন্টেন্ট ফার্মসমূহকে দরপত্রের সাথে নিম্নলিখিত কাগজপত্র/তথ্যাবলী সন্নিবেশ করতে হবে: xyxy=(63,1576,770,1664)
table-cell: পুলিশ কমিশনার, গাজীপুর মেট্রোপলিটন পুলিশ। xyxy=(1168,1661,1508,1679)
photo-sign-sub: Víctimas de Amianto Navarra xyxy=(745,199,840,207)
